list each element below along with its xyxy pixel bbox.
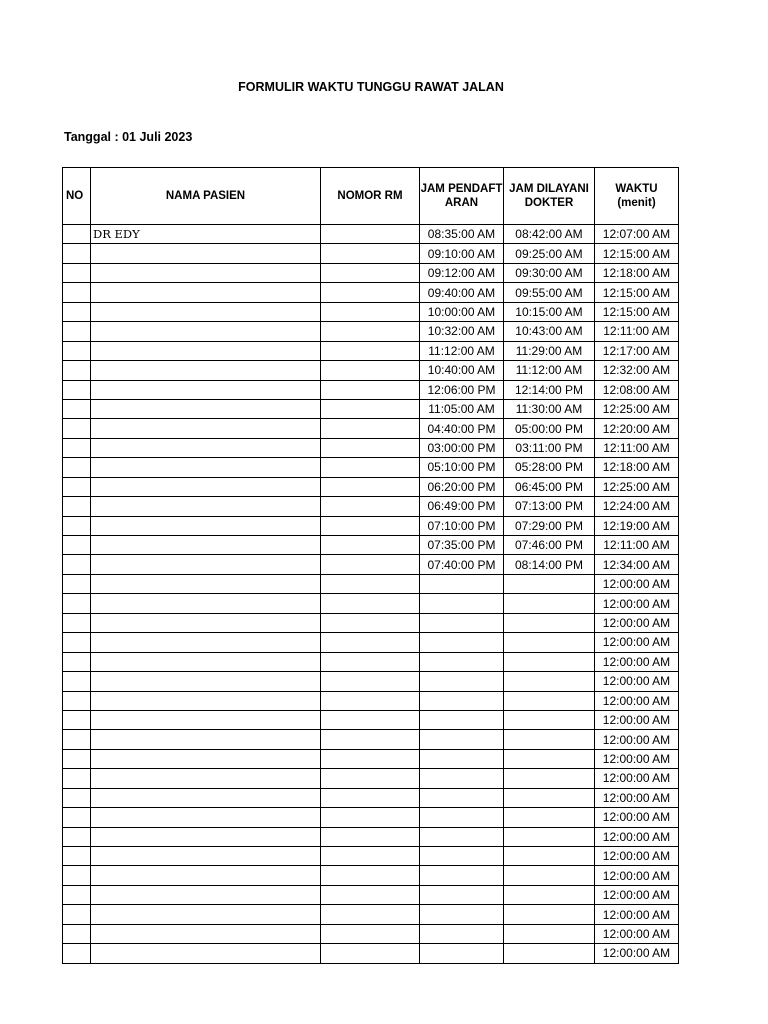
cell-waiting-time: 12:19:00 AM	[595, 516, 679, 535]
cell-registration-time	[420, 808, 504, 827]
table-row	[63, 827, 679, 846]
form-title: FORMULIR WAKTU TUNGGU RAWAT JALAN	[238, 80, 504, 94]
cell-served-time: 05:28:00 PM	[504, 458, 595, 477]
cell-patient-name	[91, 263, 321, 282]
cell-served-time: 10:43:00 AM	[504, 322, 595, 341]
cell-rm-number	[321, 749, 420, 768]
table-row	[63, 749, 679, 768]
cell-rm-number	[321, 633, 420, 652]
cell-no	[63, 458, 91, 477]
cell-patient-name	[91, 905, 321, 924]
cell-registration-time: 10:32:00 AM	[420, 322, 504, 341]
cell-served-time	[504, 730, 595, 749]
cell-patient-name	[91, 477, 321, 496]
cell-waiting-time: 12:00:00 AM	[595, 924, 679, 943]
cell-patient-name	[91, 380, 321, 399]
cell-served-time	[504, 652, 595, 671]
cell-served-time	[504, 944, 595, 963]
cell-no	[63, 594, 91, 613]
cell-no	[63, 477, 91, 496]
cell-no	[63, 730, 91, 749]
cell-no	[63, 555, 91, 574]
cell-waiting-time: 12:00:00 AM	[595, 788, 679, 807]
cell-served-time	[504, 691, 595, 710]
cell-served-time	[504, 613, 595, 632]
cell-served-time: 07:13:00 PM	[504, 497, 595, 516]
cell-patient-name	[91, 944, 321, 963]
cell-waiting-time: 12:17:00 AM	[595, 341, 679, 360]
cell-no	[63, 613, 91, 632]
cell-waiting-time: 12:00:00 AM	[595, 866, 679, 885]
cell-patient-name	[91, 341, 321, 360]
cell-registration-time: 04:40:00 PM	[420, 419, 504, 438]
cell-patient-name	[91, 322, 321, 341]
cell-no	[63, 283, 91, 302]
cell-waiting-time: 12:00:00 AM	[595, 944, 679, 963]
cell-waiting-time: 12:00:00 AM	[595, 905, 679, 924]
cell-no	[63, 225, 91, 244]
cell-rm-number	[321, 730, 420, 749]
header-served-time: JAM DILAYANI DOKTER	[504, 168, 595, 225]
cell-registration-time	[420, 730, 504, 749]
cell-patient-name	[91, 613, 321, 632]
cell-rm-number	[321, 574, 420, 593]
cell-registration-time	[420, 885, 504, 904]
table-row	[63, 730, 679, 749]
table-row	[63, 244, 679, 263]
cell-waiting-time: 12:00:00 AM	[595, 730, 679, 749]
table-row	[63, 944, 679, 963]
cell-waiting-time: 12:00:00 AM	[595, 652, 679, 671]
cell-registration-time	[420, 633, 504, 652]
cell-served-time: 09:25:00 AM	[504, 244, 595, 263]
cell-no	[63, 827, 91, 846]
cell-waiting-time: 12:11:00 AM	[595, 438, 679, 457]
cell-no	[63, 769, 91, 788]
cell-waiting-time: 12:00:00 AM	[595, 749, 679, 768]
cell-registration-time: 11:05:00 AM	[420, 399, 504, 418]
cell-waiting-time: 12:15:00 AM	[595, 283, 679, 302]
cell-patient-name	[91, 808, 321, 827]
cell-registration-time: 12:06:00 PM	[420, 380, 504, 399]
cell-patient-name	[91, 769, 321, 788]
table-header-row	[63, 168, 679, 225]
cell-patient-name	[91, 419, 321, 438]
cell-served-time: 06:45:00 PM	[504, 477, 595, 496]
cell-rm-number	[321, 613, 420, 632]
table-row	[63, 458, 679, 477]
cell-patient-name	[91, 458, 321, 477]
cell-registration-time: 11:12:00 AM	[420, 341, 504, 360]
cell-patient-name	[91, 516, 321, 535]
cell-no	[63, 322, 91, 341]
table-row	[63, 341, 679, 360]
cell-rm-number	[321, 866, 420, 885]
cell-registration-time: 09:10:00 AM	[420, 244, 504, 263]
cell-waiting-time: 12:07:00 AM	[595, 225, 679, 244]
cell-patient-name	[91, 691, 321, 710]
cell-waiting-time: 12:00:00 AM	[595, 769, 679, 788]
cell-waiting-time: 12:18:00 AM	[595, 458, 679, 477]
cell-rm-number	[321, 458, 420, 477]
cell-served-time	[504, 749, 595, 768]
cell-waiting-time: 12:25:00 AM	[595, 477, 679, 496]
cell-registration-time: 07:35:00 PM	[420, 536, 504, 555]
cell-waiting-time: 12:20:00 AM	[595, 419, 679, 438]
cell-registration-time: 10:40:00 AM	[420, 361, 504, 380]
table-row	[63, 419, 679, 438]
table-row	[63, 438, 679, 457]
cell-registration-time	[420, 691, 504, 710]
cell-registration-time	[420, 847, 504, 866]
cell-waiting-time: 12:15:00 AM	[595, 244, 679, 263]
cell-no	[63, 244, 91, 263]
cell-patient-name	[91, 710, 321, 729]
table-body	[63, 225, 679, 964]
cell-patient-name	[91, 866, 321, 885]
cell-registration-time	[420, 710, 504, 729]
cell-no	[63, 944, 91, 963]
cell-rm-number	[321, 555, 420, 574]
cell-no	[63, 905, 91, 924]
cell-rm-number	[321, 225, 420, 244]
table-row	[63, 633, 679, 652]
cell-registration-time	[420, 944, 504, 963]
cell-rm-number	[321, 691, 420, 710]
cell-registration-time: 08:35:00 AM	[420, 225, 504, 244]
cell-no	[63, 516, 91, 535]
cell-patient-name	[91, 847, 321, 866]
table-row	[63, 672, 679, 691]
cell-rm-number	[321, 361, 420, 380]
cell-served-time	[504, 594, 595, 613]
cell-rm-number	[321, 302, 420, 321]
cell-waiting-time: 12:11:00 AM	[595, 322, 679, 341]
cell-waiting-time: 12:00:00 AM	[595, 847, 679, 866]
cell-waiting-time: 12:00:00 AM	[595, 672, 679, 691]
cell-served-time: 09:55:00 AM	[504, 283, 595, 302]
cell-registration-time: 09:40:00 AM	[420, 283, 504, 302]
cell-patient-name	[91, 555, 321, 574]
cell-waiting-time: 12:00:00 AM	[595, 574, 679, 593]
cell-served-time: 09:30:00 AM	[504, 263, 595, 282]
cell-rm-number	[321, 244, 420, 263]
table-row	[63, 574, 679, 593]
date-line: Tanggal : 01 Juli 2023	[64, 130, 193, 144]
header-waiting-time: WAKTU (menit)	[595, 168, 679, 225]
cell-no	[63, 633, 91, 652]
cell-served-time: 12:14:00 PM	[504, 380, 595, 399]
header-patient-name: NAMA PASIEN	[91, 168, 321, 225]
cell-waiting-time: 12:00:00 AM	[595, 885, 679, 904]
cell-no	[63, 536, 91, 555]
cell-patient-name	[91, 924, 321, 943]
cell-served-time	[504, 672, 595, 691]
table-row	[63, 225, 679, 244]
cell-waiting-time: 12:00:00 AM	[595, 827, 679, 846]
table-row	[63, 322, 679, 341]
cell-served-time: 07:46:00 PM	[504, 536, 595, 555]
cell-rm-number	[321, 905, 420, 924]
cell-waiting-time: 12:11:00 AM	[595, 536, 679, 555]
cell-patient-name	[91, 399, 321, 418]
cell-served-time	[504, 827, 595, 846]
header-rm-number: NOMOR RM	[321, 168, 420, 225]
cell-served-time	[504, 808, 595, 827]
cell-served-time: 08:42:00 AM	[504, 225, 595, 244]
table-row	[63, 613, 679, 632]
cell-no	[63, 302, 91, 321]
cell-no	[63, 788, 91, 807]
cell-served-time	[504, 885, 595, 904]
cell-patient-name	[91, 652, 321, 671]
cell-patient-name	[91, 497, 321, 516]
cell-patient-name	[91, 633, 321, 652]
cell-no	[63, 341, 91, 360]
cell-waiting-time: 12:18:00 AM	[595, 263, 679, 282]
cell-waiting-time: 12:15:00 AM	[595, 302, 679, 321]
cell-waiting-time: 12:00:00 AM	[595, 691, 679, 710]
cell-served-time	[504, 633, 595, 652]
cell-served-time	[504, 769, 595, 788]
cell-no	[63, 263, 91, 282]
cell-no	[63, 749, 91, 768]
cell-patient-name	[91, 244, 321, 263]
cell-registration-time	[420, 613, 504, 632]
cell-no	[63, 710, 91, 729]
cell-served-time	[504, 866, 595, 885]
cell-waiting-time: 12:00:00 AM	[595, 594, 679, 613]
cell-rm-number	[321, 497, 420, 516]
cell-registration-time	[420, 905, 504, 924]
cell-rm-number	[321, 885, 420, 904]
cell-no	[63, 866, 91, 885]
cell-rm-number	[321, 788, 420, 807]
table-row	[63, 924, 679, 943]
table-row	[63, 808, 679, 827]
cell-rm-number	[321, 808, 420, 827]
table-row	[63, 788, 679, 807]
table-row	[63, 361, 679, 380]
cell-registration-time: 07:10:00 PM	[420, 516, 504, 535]
cell-served-time: 11:12:00 AM	[504, 361, 595, 380]
cell-served-time: 08:14:00 PM	[504, 555, 595, 574]
cell-rm-number	[321, 419, 420, 438]
cell-rm-number	[321, 399, 420, 418]
cell-served-time	[504, 574, 595, 593]
cell-registration-time	[420, 788, 504, 807]
cell-no	[63, 924, 91, 943]
cell-rm-number	[321, 924, 420, 943]
cell-registration-time	[420, 672, 504, 691]
table-row	[63, 885, 679, 904]
cell-registration-time: 06:49:00 PM	[420, 497, 504, 516]
cell-no	[63, 380, 91, 399]
cell-patient-name	[91, 730, 321, 749]
cell-patient-name	[91, 283, 321, 302]
cell-rm-number	[321, 827, 420, 846]
cell-rm-number	[321, 710, 420, 729]
cell-rm-number	[321, 672, 420, 691]
table-row	[63, 905, 679, 924]
cell-rm-number	[321, 769, 420, 788]
cell-rm-number	[321, 847, 420, 866]
table-row	[63, 380, 679, 399]
cell-rm-number	[321, 263, 420, 282]
cell-patient-name	[91, 302, 321, 321]
cell-no	[63, 399, 91, 418]
table-row	[63, 263, 679, 282]
cell-patient-name	[91, 594, 321, 613]
cell-rm-number	[321, 477, 420, 496]
table-row	[63, 555, 679, 574]
cell-served-time: 03:11:00 PM	[504, 438, 595, 457]
waiting-time-table	[62, 167, 679, 964]
cell-rm-number	[321, 341, 420, 360]
cell-registration-time: 10:00:00 AM	[420, 302, 504, 321]
table-row	[63, 652, 679, 671]
table-row	[63, 710, 679, 729]
cell-waiting-time: 12:08:00 AM	[595, 380, 679, 399]
cell-registration-time	[420, 652, 504, 671]
table-row	[63, 399, 679, 418]
cell-registration-time	[420, 594, 504, 613]
cell-registration-time: 05:10:00 PM	[420, 458, 504, 477]
table-row	[63, 847, 679, 866]
cell-rm-number	[321, 652, 420, 671]
cell-served-time: 11:29:00 AM	[504, 341, 595, 360]
cell-waiting-time: 12:32:00 AM	[595, 361, 679, 380]
cell-waiting-time: 12:00:00 AM	[595, 633, 679, 652]
table-row	[63, 516, 679, 535]
cell-registration-time	[420, 924, 504, 943]
table-row	[63, 769, 679, 788]
table-row	[63, 497, 679, 516]
cell-registration-time: 07:40:00 PM	[420, 555, 504, 574]
cell-rm-number	[321, 536, 420, 555]
cell-no	[63, 672, 91, 691]
cell-served-time	[504, 710, 595, 729]
table-row	[63, 594, 679, 613]
cell-waiting-time: 12:34:00 AM	[595, 555, 679, 574]
table-row	[63, 283, 679, 302]
cell-registration-time	[420, 769, 504, 788]
table-row	[63, 302, 679, 321]
cell-no	[63, 847, 91, 866]
cell-no	[63, 691, 91, 710]
cell-served-time: 10:15:00 AM	[504, 302, 595, 321]
cell-patient-name	[91, 749, 321, 768]
cell-registration-time: 06:20:00 PM	[420, 477, 504, 496]
cell-rm-number	[321, 516, 420, 535]
cell-patient-name	[91, 788, 321, 807]
table-row	[63, 691, 679, 710]
cell-rm-number	[321, 438, 420, 457]
cell-patient-name	[91, 827, 321, 846]
table-row	[63, 477, 679, 496]
cell-served-time	[504, 924, 595, 943]
cell-rm-number	[321, 380, 420, 399]
cell-registration-time	[420, 574, 504, 593]
header-registration-time: JAM PENDAFTARAN	[420, 168, 504, 225]
cell-no	[63, 885, 91, 904]
cell-served-time: 05:00:00 PM	[504, 419, 595, 438]
cell-waiting-time: 12:00:00 AM	[595, 710, 679, 729]
cell-registration-time	[420, 827, 504, 846]
table-row	[63, 866, 679, 885]
cell-patient-name	[91, 672, 321, 691]
cell-rm-number	[321, 322, 420, 341]
cell-served-time	[504, 847, 595, 866]
cell-patient-name	[91, 536, 321, 555]
cell-registration-time	[420, 866, 504, 885]
cell-waiting-time: 12:00:00 AM	[595, 613, 679, 632]
cell-waiting-time: 12:24:00 AM	[595, 497, 679, 516]
cell-no	[63, 652, 91, 671]
table-row	[63, 536, 679, 555]
cell-rm-number	[321, 283, 420, 302]
cell-served-time	[504, 788, 595, 807]
cell-patient-name	[91, 438, 321, 457]
cell-no	[63, 419, 91, 438]
cell-no	[63, 574, 91, 593]
cell-no	[63, 438, 91, 457]
cell-no	[63, 808, 91, 827]
cell-served-time	[504, 905, 595, 924]
cell-patient-name	[91, 574, 321, 593]
cell-registration-time: 03:00:00 PM	[420, 438, 504, 457]
cell-served-time: 11:30:00 AM	[504, 399, 595, 418]
cell-rm-number	[321, 944, 420, 963]
cell-registration-time	[420, 749, 504, 768]
cell-waiting-time: 12:00:00 AM	[595, 808, 679, 827]
cell-waiting-time: 12:25:00 AM	[595, 399, 679, 418]
cell-patient-name	[91, 885, 321, 904]
cell-patient-name: DR EDY	[91, 225, 321, 244]
cell-no	[63, 497, 91, 516]
cell-rm-number	[321, 594, 420, 613]
header-no: NO	[63, 168, 91, 225]
cell-served-time: 07:29:00 PM	[504, 516, 595, 535]
cell-registration-time: 09:12:00 AM	[420, 263, 504, 282]
cell-no	[63, 361, 91, 380]
cell-patient-name	[91, 361, 321, 380]
